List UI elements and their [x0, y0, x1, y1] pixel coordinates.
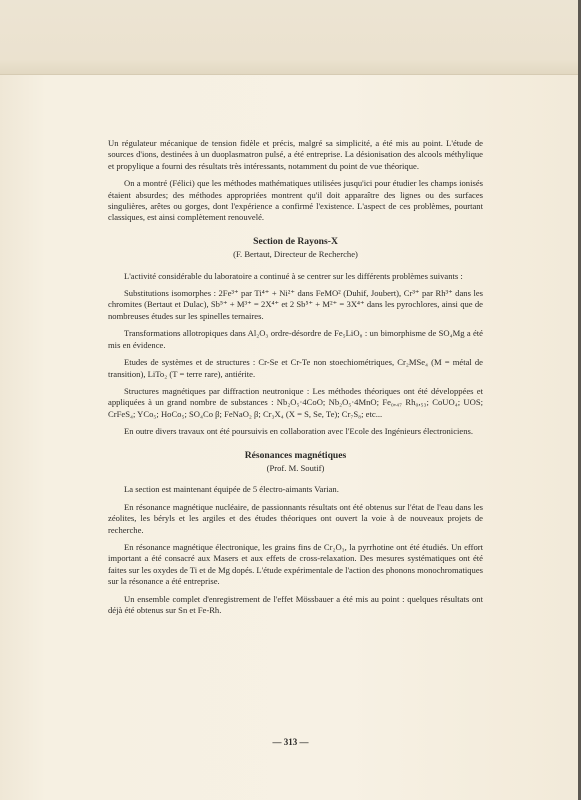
resonances-paragraph-1: La section est maintenant équipée de 5 électro-aimants Varian. — [124, 484, 339, 495]
top-fold — [0, 0, 578, 75]
section-title-resonances: Résonances magnétiques — [244, 449, 347, 461]
rayons-x-paragraph-5: Structures magnétiques par diffraction neutronique : Les méthodes théoriques ont été développées et appliquées à un grand nombre de substances : Nb₂O₅·4CoO; Nb₂O₅·4MnO; Fe₀,₄₇ Rh₀,₅₃; CoUO₄; UOS; CrFeS₄; YCo₅; HoCo₅; SO₄Co β; FeNaO₂ β; Cr₃X₄ (X = S, Se, Te); Cr₇S₈; etc... — [108, 385, 483, 419]
page-number: — 313 — — [272, 737, 309, 747]
rayons-x-paragraph-6: En outre divers travaux ont été poursuivis en collaboration avec l'Ecole des Ingénieurs électroniciens. — [124, 426, 473, 437]
resonances-paragraph-2: En résonance magnétique nucléaire, de passionnants résultats ont été obtenus sur l'état de l'eau dans les zéolites, les béryls et les argiles et des études théoriques ont ouvert la voie à de nouveaux projets de recherche. — [108, 501, 483, 535]
intro-paragraph-2: On a montré (Félici) que les méthodes mathématiques utilisées jusqu'ici pour étudier les champs ionisés étaient absurdes; des méthodes appropriées montrent qu'il doit apparaître des lignes ou des surfaces singulières, arêtes ou gorges, dont l'expérience a confirmé l'existence. L'aspect de ces problèmes, pourtant classiques, est ainsi complètement renouvelé. — [108, 178, 483, 223]
resonances-paragraph-3: En résonance magnétique électronique, les grains fins de Cr₂O₃, la pyrrhotine ont été étudiés. Un effort important a été consacré aux Masers et aux effets de cross-relaxation. Des mesures systématiques ont été faites sur les oxydes de Ti et de Mg dopés. L'étude expérimentale de l'action des phonons monochromatiques sur la résonance a été entreprise. — [108, 541, 483, 587]
section-subtitle-rayons-x: (F. Bertaut, Directeur de Recherche) — [233, 249, 358, 260]
rayons-x-paragraph-2: Substitutions isomorphes : 2Fe³⁺ par Ti⁴⁺ + Ni²⁺ dans FeMO² (Duhif, Joubert), Cr³⁺ par Rh³⁺ dans les chromites (Bertaut et Dulac), Sb⁵⁺ + M³⁺ = 2X⁴⁺ et 2 Sb⁵⁺ + M²⁺ = 3X⁴⁺ dans les pyrochlores, ainsi que de nombreuses études sur les spinelles ternaires. — [108, 288, 483, 321]
page-content — [108, 138, 483, 622]
rayons-x-paragraph-4: Etudes de systèmes et de structures : Cr-Se et Cr-Te non stoechiométriques, Cr₂MSe₄ (M = métal de transition), LiTo₂ (T = terre rare), antiérite. — [108, 357, 483, 379]
rayons-x-paragraph-1: L'activité considérable du laboratoire a continué à se centrer sur les différents problèmes suivants : — [124, 270, 463, 281]
resonances-paragraph-4: Un ensemble complet d'enregistrement de l'effet Mössbauer a été mis au point : quelques résultats ont déjà été obtenus sur Sn et Fe-Rh. — [108, 593, 483, 615]
rayons-x-paragraph-3: Transformations allotropiques dans Al₂O₃ ordre-désordre de Fe₅LiO₈ : un bimorphisme de SO₄Mg a été mis en évidence. — [108, 328, 483, 350]
section-title-rayons-x: Section de Rayons-X — [253, 235, 338, 247]
intro-paragraph-1: Un régulateur mécanique de tension fidèle et précis, malgré sa simplicité, a été mis au point. L'étude de sources d'ions, destinées à un duoplasmatron pulsé, a été entreprise. La désionisation des alcools méthylique et propylique a fourni des résultats très intéressants, notamment du point de vue théorique. — [108, 138, 483, 171]
section-subtitle-resonances: (Prof. M. Soutif) — [266, 462, 325, 473]
